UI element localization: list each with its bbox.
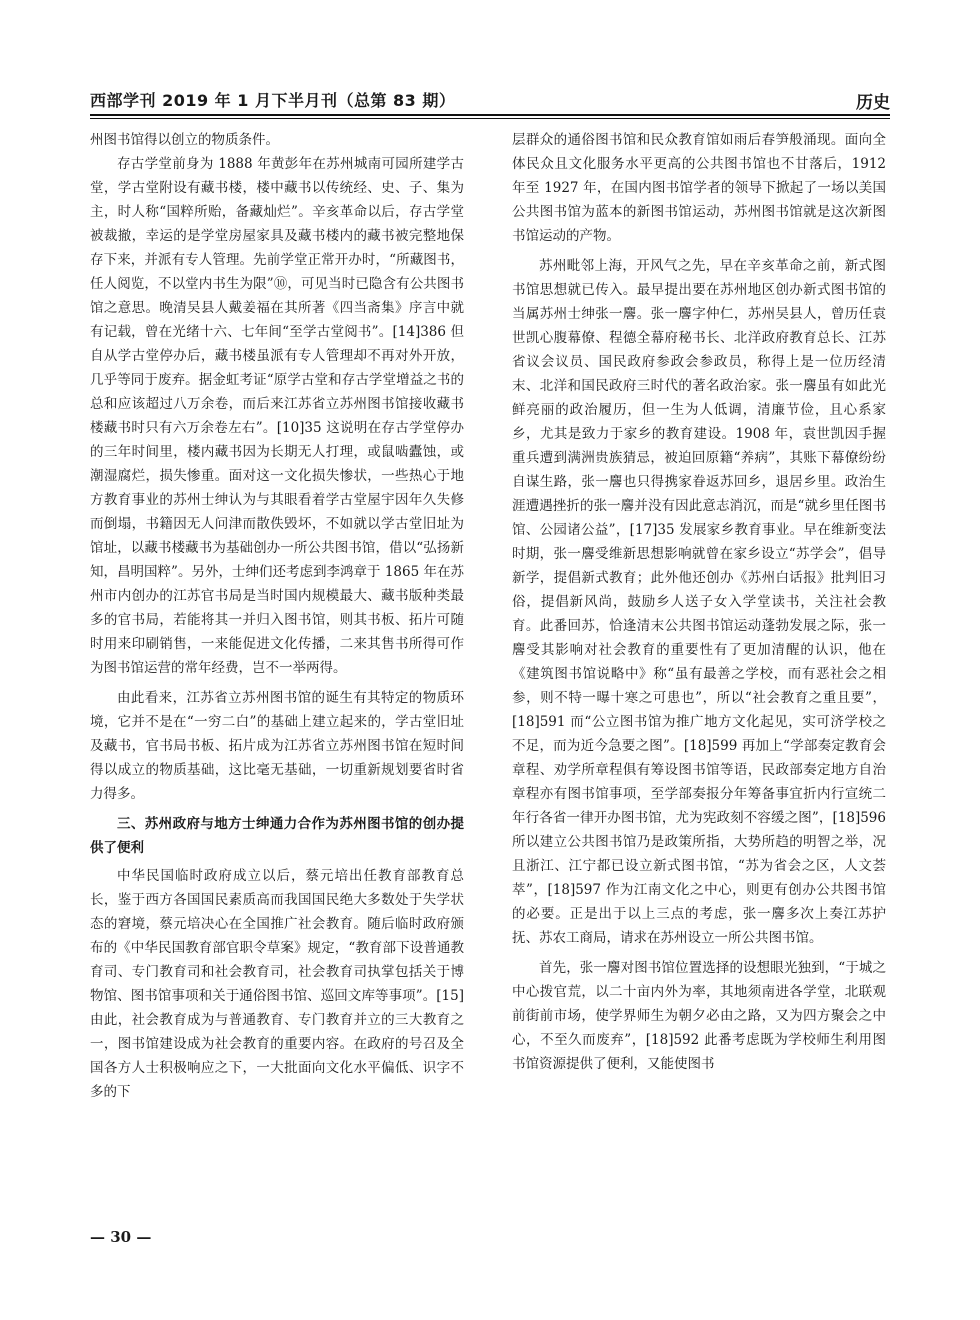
section-label: 历史: [856, 93, 890, 113]
running-header: [90, 86, 890, 114]
right-column: [512, 128, 886, 1076]
journal-title: 西部学刊 2019 年 1 月下半月刊（总第 83 期）: [90, 91, 456, 110]
paragraph: 存古学堂前身为 1888 年黄彭年在苏州城南可园所建学古堂，学古堂附设有藏书楼，楼中藏书以传统经、史、子、集为主，时人称“国粹所贻，备藏灿烂”。辛亥革命以后，存古学堂被裁撤，幸运的是学堂房屋家具及藏书楼内的藏书被完整地保存下来，并派有专人管理。先前学堂正常开办时，“所藏图书，任人阅览，不以堂内书生为限”⑩，可见当时已隐含有公共图书馆之意思。晚清吴县人戴姜福在其所著《四当斋集》序言中就有记载，曾在光绪十六、七年间“至学古堂阅书”。[14]386 但自从学古堂停办后，藏书楼虽派有专人管理却不再对外开放，几乎等同于废弃。据金虹考证“原学古堂和存古学堂增益之书的总和应该超过八万余卷，而后来江苏省立苏州图书馆接收藏书楼藏书时只有六万余卷左右”。[10]35 这说明在存古学堂停办的三年时间里，楼内藏书因为长期无人打理，或鼠啮蠹蚀，或潮湿腐烂，损失惨重。面对这一文化损失惨状，一些热心于地方教育事业的苏州士绅认为与其眼看着学古堂屋宇因年久失修而倒塌，书籍因无人问津而散佚毁坏，不如就以学古堂旧址为馆址，以藏书楼藏书为基础创办一所公共图书馆，借以“弘扬新知，昌明国粹”。另外，士绅们还考虑到李鸿章于 1865 年在苏州市内创办的江苏官书局是当时国内规模最大、藏书版种类最多的官书局，若能将其一并归入图书馆，则其书板、拓片可随时用来印刷销售，一来能促进文化传播，二来其售书所得可作为图书馆运营的常年经费，岂不一举两得。: [90, 156, 464, 676]
page-number: — 30 —: [90, 1228, 152, 1246]
paragraph: 苏州毗邻上海，开风气之先，早在辛亥革命之前，新式图书馆思想就已传入。最早提出要在苏州地区创办新式图书馆的当属苏州士绅张一麐。张一麐字仲仁，苏州吴县人，曾历任袁世凯心腹幕僚、程德全幕府秘书长、北洋政府教育总长、江苏省议会议员、国民政府参政会参政员，称得上是一位历经清末、北洋和国民政府三时代的著名政治家。张一麐虽有如此光鲜亮丽的政治履历，但一生为人低调，清廉节俭，且心系家乡，尤其是致力于家乡的教育建设。1908 年，袁世凯因手握重兵遭到满洲贵族猜忌，被迫回原籍“养病”，其账下幕僚纷纷自谋生路，张一麐也只得携家眷返苏回乡，退居乡里。政治生涯遭遇挫折的张一麐并没有因此意志消沉，而是“就乡里任图书馆、公园诸公益”，[17]35 发展家乡教育事业。早在维新变法时期，张一麐受维新思想影响就曾在家乡设立“苏学会”，倡导新学，提倡新式教育；此外他还创办《苏州白话报》批判旧习俗，提倡新风尚，鼓励乡人送子女入学堂读书，关注社会教育。此番回苏，恰逢清末公共图书馆运动蓬勃发展之际，张一麐受其影响对社会教育的重要性有了更加清醒的认识，他在《建筑图书馆说略中》称“虽有最善之学校，而有恶社会之相参，则不特一曝十寒之可患也”，所以“社会教育之重且要”，[18]591 而“公立图书馆为推广地方文化起见，实可济学校之不足，而为近今急要之图”。[18]599 再加上“学部奏定教育会章程、劝学所章程俱有筹设图书馆等语，民政部奏定地方自治章程亦有图书馆事项，至学部奏报分年筹备事宜折内行宣统二年行各省一律开办图书馆，尤为宪政刻不容缓之图”，[18]596 所以建立公共图书馆乃是政策所指，大势所趋的明智之举，况且浙江、江宁都已设立新式图书馆，“苏为省会之区，人文荟萃”，[18]597 作为江南文化之中心，则更有创办公共图书馆的必要。正是出于以上三点的考虑，张一麐多次上奏江苏护抚、苏农工商局，请求在苏州设立一所公共图书馆。: [512, 258, 886, 946]
paragraph: 由此看来，江苏省立苏州图书馆的诞生有其特定的物质环境，它并不是在“一穷二白”的基础上建立起来的，学古堂旧址及藏书，官书局书板、拓片成为江苏省立苏州图书馆在短时间得以成立的物质基础，这比毫无基础，一切重新规划要省时省力得多。: [90, 690, 464, 802]
section-heading: 三、苏州政府与地方士绅通力合作为苏州图书馆的创办提供了便利: [90, 816, 464, 856]
left-column: [90, 128, 464, 1104]
header-rule: [90, 114, 890, 116]
header-rule-thin: [90, 118, 890, 119]
paragraph: 中华民国临时政府成立以后，蔡元培出任教育部教育总长，鉴于西方各国国民素质高而我国国民绝大多数处于失学状态的窘境，蔡元培决心在全国推广社会教育。随后临时政府颁布的《中华民国教育部官职令草案》规定，“教育部下设普通教育司、专门教育司和社会教育司，社会教育司执掌包括关于博物馆、图书馆事项和关于通俗图书馆、巡回文库等事项”。[15] 由此，社会教育成为与普通教育、专门教育并立的三大教育之一，图书馆建设成为社会教育的重要内容。在政府的号召及全国各方人士积极响应之下，一大批面向文化水平偏低、识字不多的下: [90, 868, 464, 1100]
paragraph: 层群众的通俗图书馆和民众教育馆如雨后春笋般涌现。面向全体民众且文化服务水平更高的公共图书馆也不甘落后，1912 年至 1927 年，在国内图书馆学者的领导下掀起了一场以美国公共图书馆为蓝本的新图书馆运动，苏州图书馆就是这次新图书馆运动的产物。: [512, 132, 886, 244]
paragraph: 州图书馆得以创立的物质条件。: [90, 132, 279, 148]
paragraph: 首先，张一麐对图书馆位置选择的设想眼光独到，“于城之中心拨官荒，以二十亩内外为率，其地须南进各学堂，北联观前街前市场，使学界师生为朝夕必由之路，又为四方聚会之中心，不至久而废弃”，[18]592 此番考虑既为学校师生利用图书馆资源提供了便利，又能使图书: [512, 960, 886, 1072]
